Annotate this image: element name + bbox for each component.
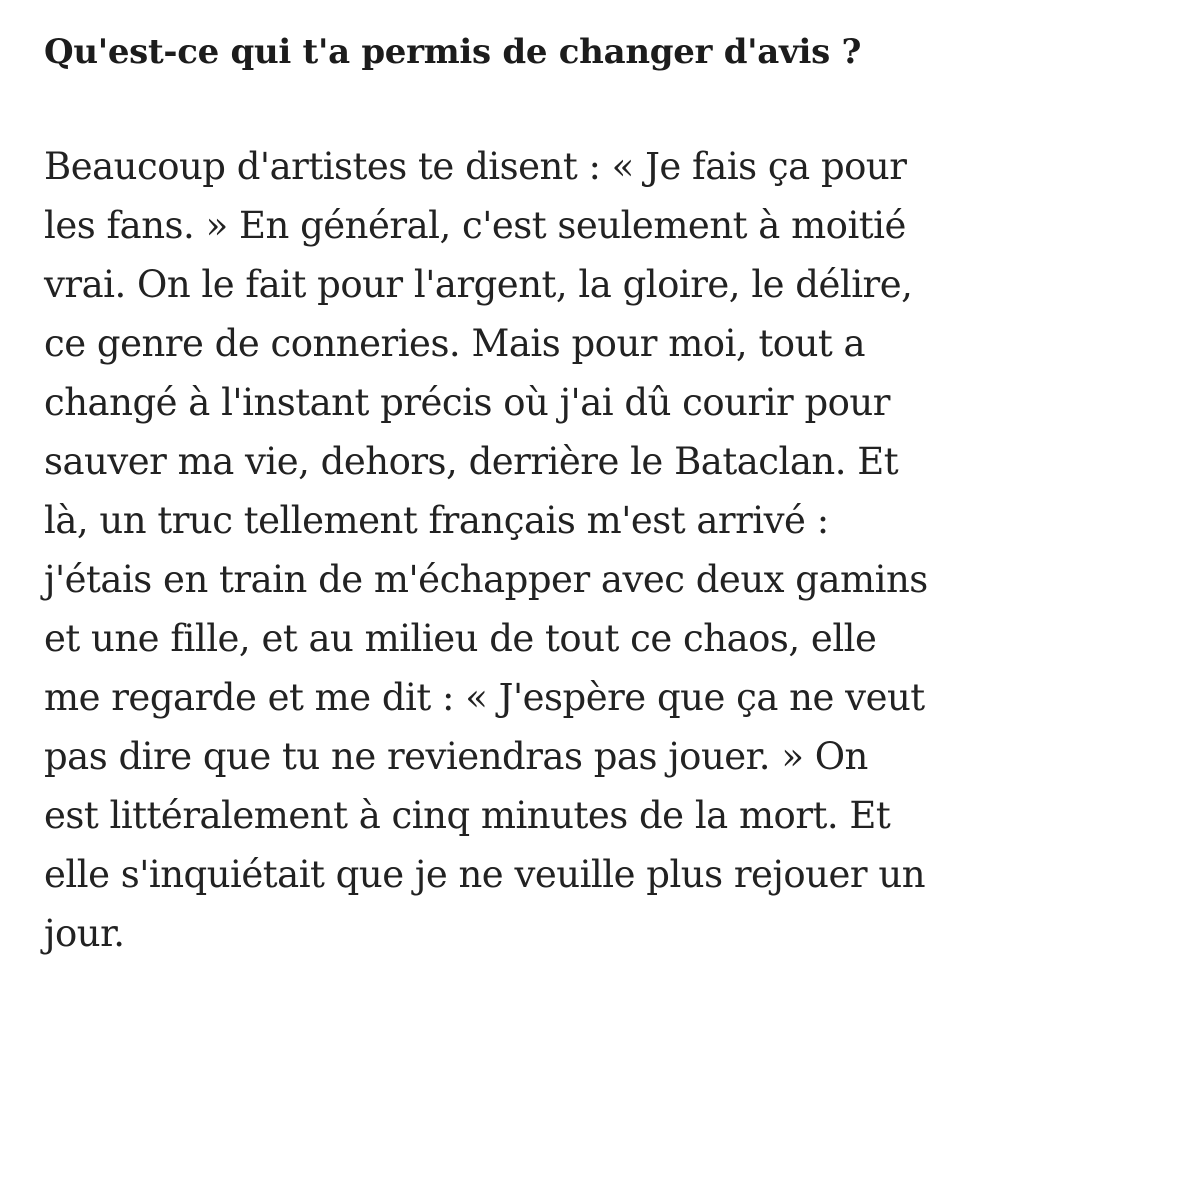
answer-line: jour. — [44, 912, 125, 955]
answer-line: pas dire que tu ne reviendras pas jouer. » On — [44, 735, 868, 778]
answer-line: Beaucoup d'artistes te disent : « Je fais ça pour — [44, 145, 907, 188]
answer-line: et une fille, et au milieu de tout ce chaos, elle — [44, 617, 877, 660]
answer-line: sauver ma vie, dehors, derrière le Bataclan. Et — [44, 440, 899, 483]
answer-line: les fans. » En général, c'est seulement à moitié — [44, 204, 906, 247]
answer-line: ce genre de conneries. Mais pour moi, tout a — [44, 322, 866, 365]
interview-article — [44, 22, 1174, 963]
answer-line: changé à l'instant précis où j'ai dû courir pour — [44, 381, 890, 424]
answer-line: j'étais en train de m'échapper avec deux gamins — [44, 558, 928, 601]
answer-line: est littéralement à cinq minutes de la mort. Et — [44, 794, 891, 837]
answer-line: elle s'inquiétait que je ne veuille plus rejouer un — [44, 853, 926, 896]
interview-answer — [44, 137, 1174, 963]
answer-line: vrai. On le fait pour l'argent, la gloire, le délire, — [44, 263, 913, 306]
answer-line: me regarde et me dit : « J'espère que ça ne veut — [44, 676, 925, 719]
interview-question: Qu'est-ce qui t'a permis de changer d'avis ? — [44, 32, 862, 72]
answer-line: là, un truc tellement français m'est arrivé : — [44, 499, 829, 542]
